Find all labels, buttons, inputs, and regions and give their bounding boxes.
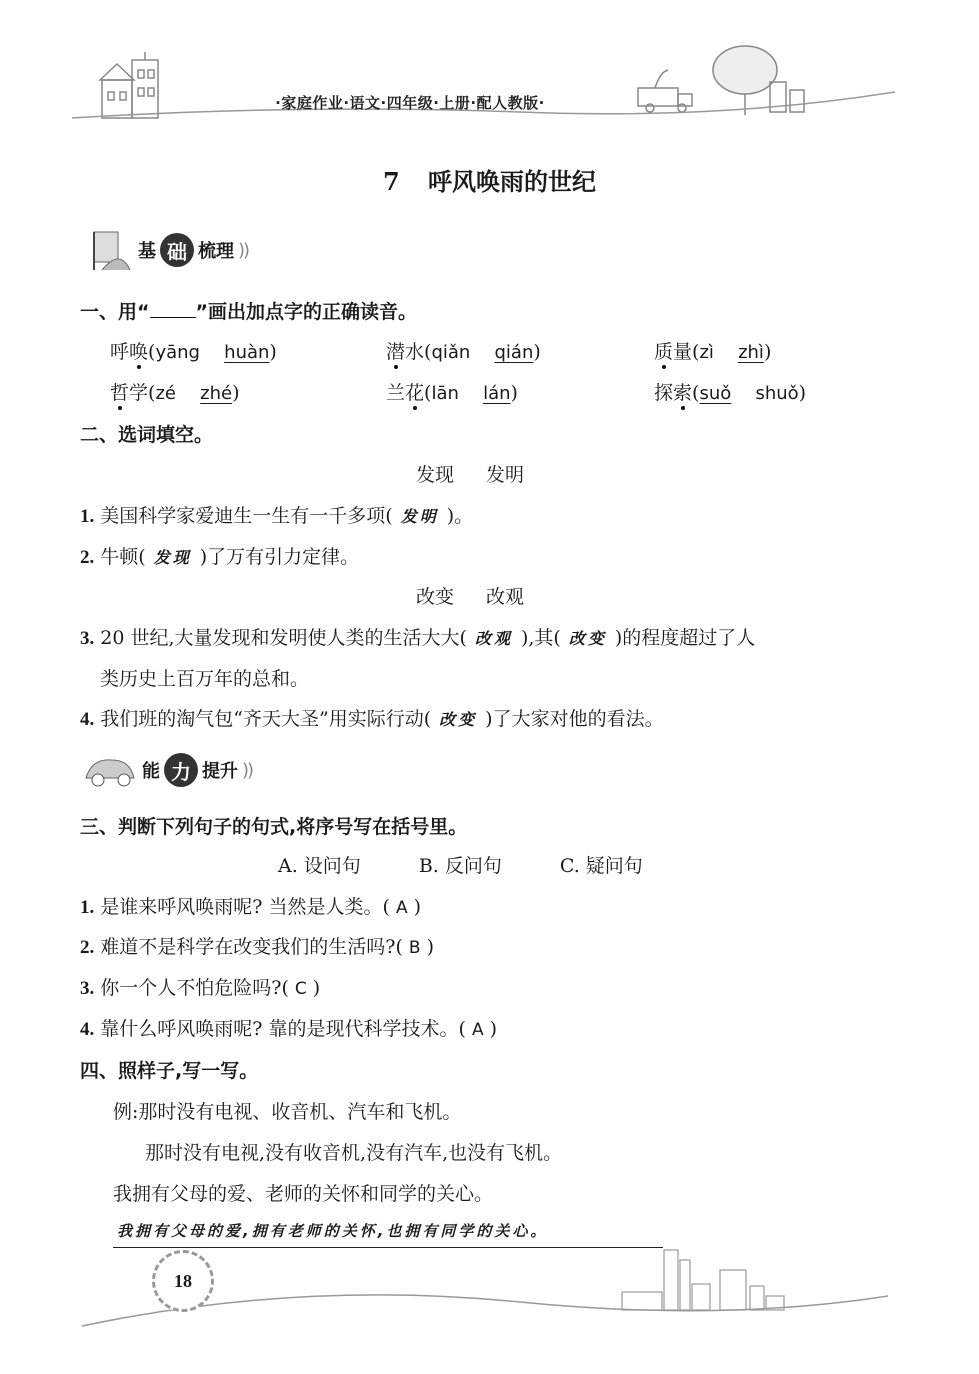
section-badge-ability: 能 力 提升 )): [82, 750, 252, 790]
q2-sentence-1: 1. 美国科学家爱迪生一生有一千多项( 发明 )。: [80, 505, 474, 527]
answer-handwritten: A: [395, 898, 408, 918]
q1-item-4: 哲学(zé zhé): [110, 382, 240, 404]
q4-prompt: 我拥有父母的爱、老师的关怀和同学的关心。: [113, 1183, 494, 1205]
q3-heading: 三、判断下列句子的句式,将序号写在括号里。: [80, 816, 468, 838]
q4-example-1: 例:那时没有电视、收音机、汽车和飞机。: [113, 1101, 462, 1123]
answer-handwritten: 我拥有父母的爱,拥有老师的关怀,也拥有同学的关心。: [117, 1222, 549, 1240]
selected-reading: suǒ: [699, 383, 732, 404]
page-number: 18: [152, 1250, 214, 1312]
answer-handwritten: 改变: [439, 710, 478, 729]
house-illustration: [100, 52, 158, 118]
q1-item-1: 呼唤(yāng huàn): [110, 341, 277, 363]
footer-decoration: [0, 1240, 979, 1360]
selected-reading: zhì: [738, 342, 764, 363]
answer-handwritten: 发现: [153, 548, 192, 567]
q3-item-3: 3. 你一个人不怕危险吗?( C ): [80, 977, 321, 999]
selected-reading: qián: [494, 342, 534, 363]
underline-sample: [150, 317, 196, 318]
q3-item-1: 1. 是谁来呼风唤雨呢? 当然是人类。( A ): [80, 896, 421, 918]
badge-char-2: 力: [164, 753, 198, 787]
answer-handwritten: B: [408, 938, 421, 958]
selected-reading: huàn: [224, 342, 270, 363]
q1-item-2: 潜水(qiǎn qián): [386, 341, 541, 363]
flag-icon: [90, 228, 134, 272]
q4-heading: 四、照样子,写一写。: [80, 1060, 259, 1082]
section-badge-basics: 基 础 梳理 )): [90, 228, 248, 272]
q4-example-2: 那时没有电视,没有收音机,没有汽车,也没有飞机。: [145, 1142, 563, 1164]
q1-item-5: 兰花(lān lán): [386, 382, 518, 404]
answer-handwritten: 发明: [400, 507, 439, 526]
q2-sentence-2: 2. 牛顿( 发现 )了万有引力定律。: [80, 546, 360, 568]
q2-sentence-3: 3. 20 世纪,大量发现和发明使人类的生活大大( 改观 ),其( 改变 )的程度超过了人: [80, 627, 756, 649]
answer-handwritten: 改变: [568, 629, 607, 648]
q1-heading: 一、用“ ”画出加点字的正确读音。: [80, 301, 417, 323]
word-choices-1: 发现 发明: [416, 464, 525, 486]
q1-item-3: 质量(zì zhì): [654, 341, 772, 363]
lesson-title-text: 呼风唤雨的世纪: [428, 167, 597, 196]
badge-char-2: 础: [160, 233, 194, 267]
header-decoration: [0, 0, 979, 140]
q2-sentence-4: 4. 我们班的淘气包“齐天大圣”用实际行动( 改变 )了大家对他的看法。: [80, 708, 664, 730]
answer-handwritten: C: [294, 979, 307, 999]
badge-char-3: 梳理: [198, 241, 234, 262]
selected-reading: lán: [483, 383, 511, 404]
badge-char-1: 能: [142, 761, 160, 782]
q3-item-2: 2. 难道不是科学在改变我们的生活吗?( B ): [80, 936, 434, 958]
answer-handwritten: A: [471, 1020, 484, 1040]
selected-reading: zhé: [200, 383, 233, 404]
car-icon: [82, 750, 138, 790]
city-illustration: [622, 1250, 784, 1310]
truck-illustration: [638, 70, 692, 112]
lesson-title: [0, 162, 979, 197]
q1-item-6: 探索(suǒ shuǒ): [654, 382, 807, 404]
q3-item-4: 4. 靠什么呼风唤雨呢? 靠的是现代科学技术。( A ): [80, 1018, 497, 1040]
lesson-number: 7: [382, 167, 400, 196]
word-choices-2: 改变 改观: [416, 586, 525, 608]
q2-sentence-3-cont: 类历史上百万年的总和。: [100, 668, 310, 690]
q2-heading: 二、选词填空。: [80, 424, 214, 446]
badge-char-1: 基: [138, 241, 156, 262]
badge-char-3: 提升: [202, 761, 238, 782]
sentence-type-options: A. 设问句 B. 反问句 C. 疑问句: [278, 855, 643, 877]
header-series-title: ·家庭作业·语文·四年级·上册·配人教版·: [275, 94, 545, 112]
answer-handwritten: 改观: [474, 629, 513, 648]
